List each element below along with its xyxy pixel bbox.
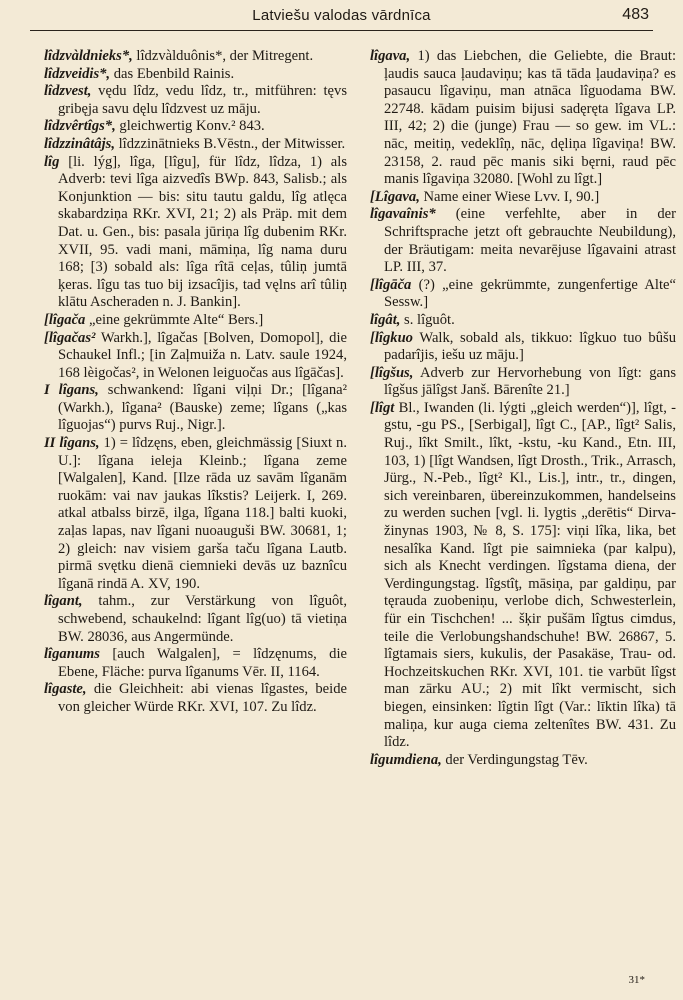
dictionary-entry: [44, 382, 347, 435]
entry-headword: [lîgšus,: [370, 364, 414, 381]
dictionary-entry: [44, 646, 347, 681]
entry-definition: lîdzvàlduônis*, der Mitregent.: [132, 48, 314, 64]
dictionary-entry: [370, 189, 676, 207]
dictionary-entry: [370, 400, 676, 752]
entry-headword: [lîgt: [370, 399, 395, 416]
dictionary-entry: [44, 435, 347, 593]
entry-definition: Walk, sobald als, tikkuo: lîgkuo tuo bûšu padarîjis, iešu uz māju.]: [384, 329, 676, 364]
dictionary-entry: [44, 136, 347, 154]
running-title: Latviešu valodas vārdnīca: [252, 7, 431, 24]
dictionary-entry: [44, 593, 347, 646]
entry-definition: „eine gekrümmte Alte“ Bers.]: [85, 311, 264, 328]
entry-definition: schwankend: lîgani viļņi Dr.; [lîgana² (Warkh.), lîgana² (Bauske) zeme; lîgans („kas lîguojas“) purvs Ruj., Nigr.].: [58, 382, 347, 434]
dictionary-entry: [44, 48, 347, 66]
entry-headword: lîdzvêrtîgs*,: [44, 118, 116, 135]
entry-headword: lîgât,: [370, 311, 401, 328]
dictionary-entry: [370, 752, 676, 770]
dictionary-entry: [370, 312, 676, 330]
entry-headword: lîdzzinâtâjs,: [44, 135, 115, 152]
dictionary-entry: [370, 330, 676, 365]
dictionary-entry: [370, 48, 676, 189]
dictionary-entry: [44, 83, 347, 118]
entry-definition: vędu lîdz, vedu lîdz, tr., mitführen: tęvs gribęja savu dęlu lîdzvest uz māju.: [58, 83, 347, 117]
dictionary-entry: [370, 365, 676, 400]
entry-definition: 1) das Liebchen, die Geliebte, die Braut: ļaudis sauca ļaudaviņu; kas tā tāda ļaudaviņa? es pasaucu lîgaviņu, man atnāca lîguodama BW. 22748. kādam puisim bijusi sadęręta lîgava LP. III, 42; 2) die (junge) Frau — so gew. im VL.: nāc, meitiņ, vedeklîņ, nāc, dęliņa lîgaviņa! BW. 23158, 2. raud pēc manis siki bęrni, raud pēc manis lîgaviņa 32080. [Wohl zu lîgt.]: [384, 48, 676, 188]
entry-definition: Adverb zur Hervorhebung von lîgt: gans lîgšus jālîgst Janš. Bārenîte 21.]: [384, 364, 676, 399]
dictionary-entry: [44, 154, 347, 312]
entry-definition: die Gleichheit: abi vienas lîgastes, beide von gleicher Würde RKr. XVI, 107. Zu lîdz.: [58, 681, 347, 715]
dictionary-entry: [44, 118, 347, 136]
entry-headword: lîgumdiena,: [370, 751, 442, 768]
entry-definition: Bl., Iwanden (li. lýgti „gleich werden“)], lîgt, -gstu, -gu PS., [Serbigal], lîgt C., [AP., lîgt² Salis, Ruj., lîkt Smilt., lîkt, -kstu, -ku Kand., Etn. III, 103, 1) [lîgt Wandsen, lîgt Drosth., Trik., Arrasch, Jürg., N.-Peb., lîgt² Kl., Lis.], intr., tr., dingen, sich vereinbaren, übereinzukommen, handelseins zu werden suchen [vgl. li. lygtis „derētis“ Dirva-žinynas 1903, № 8, S. 175]: viņi lîka, lika, bet nesalîka Kand. lîgt pie saimnieka (par kalpu), sich als Knecht verdingen. lîgstama diena, der Verdingungstag. lîgstîţ, māsiņa, par galdiņu, par tęrauda zuobeniņu, verlobe dich, Schwesterlein, für ein Tischchen! ... šķir pušām lîgtus cimdus, teile die Verlobungshandschuhe! BW. 26867, 5. lîgtamais siers, kukulis, der Pasakäse, Trau- od. Hochzeitskuchen RKr. XVI, 101. tie varbūt lîgst man zārku AU.; 2) mit lîkt vermischt, sich biegen, einsinken: lîgtin lîgt (Var.: līktin lîka) tā maliņa, kur auga ciema zeltenîtes BW. 431. Zu lîdz.: [384, 399, 676, 751]
dictionary-entry: [44, 681, 347, 716]
entry-definition: 1) = lîdzęns, eben, gleichmässig [Siuxt n. U.]: lîgana ieleja Kleinb.; lîgana zeme [Walgalen], Kand. [Ilze rāda uz savām lîganām ruokām: vai nav jaukas lîkstis? Leijerk. I, 269. atkal atbalss birzē, ilga, lîgana 118.] balti kuoki, zaļas lapas, nav lîgani nuoauguši BW. 30681, 1; 2) gleich: nav visiem garša taču lîgana Lautb. pirmā svętku dienā ciemnieki devās uz baznîcu lîganā rindā A. XV, 190.: [58, 435, 348, 592]
entry-definition: Warkh.], lîgačas [Bolven, Domopol], die Schaukel Infl.; [in Zaļmuiža n. Latv. saule 1924, 168 lèigočas², in Welonen leiguočas aus lîgāčas].: [58, 329, 347, 381]
entry-headword: II lîgans,: [44, 435, 100, 452]
entry-headword: [lîgkuo: [370, 329, 413, 346]
entry-headword: lîgant,: [44, 593, 83, 610]
entry-headword: [Lîgava,: [370, 188, 420, 205]
right-column: [370, 48, 676, 769]
dictionary-entry: [44, 66, 347, 84]
entry-definition: (eine verfehlte, aber in der Schriftsprache jetzt oft gebrauchte Neubildung), der Bräutigam: meita nevarējuse lîgavaini atrast LP. III, 37.: [384, 206, 676, 276]
entry-headword: lîdzveidis*,: [44, 65, 111, 82]
entry-headword: lîdzvest,: [44, 83, 92, 100]
entry-headword: [lîgačas²: [44, 329, 96, 346]
entry-headword: [lîgāča: [370, 276, 412, 293]
dictionary-entry: [44, 312, 347, 330]
entry-definition: (?) „eine gekrümmte, zungenfertige Alte“ Sessw.]: [384, 276, 676, 311]
entry-headword: lîdzvàldnieks*,: [44, 48, 133, 64]
entry-headword: lîg: [44, 153, 60, 170]
page-number: 483: [622, 6, 649, 23]
page-header: [30, 6, 653, 31]
dictionary-entry: [44, 330, 347, 383]
entry-headword: lîgavaînis*: [370, 206, 436, 223]
entry-definition: [li. lýg], lîga, [lîgu], für lîdz, lîdza, 1) als Adverb: tevi lîga aizvedîs BWp. 843, Salisb.; als Konjunktion — bis: situ tautu galdu, lîg atlęca skabardziņa RKr. XVI, 21; 2) als Präp. mit dem Dat. u. Gen., bis: pasala jūriņa lîg dubenim RKr. XVII, 95. vadi mani, māmiņa, lîg nama duru 168; [3) sobald als: lîga rîtā ceļas, tûliņ jumtā ķeras. lîgu tas tuo bij izsacîjis, tad vęlns arî tûliņ klātu Ascheraden n. J. Bankin].: [58, 153, 347, 311]
dictionary-entry: [370, 277, 676, 312]
entry-definition: [auch Walgalen], = lîdzęnums, die Ebene, Fläche: purva lîganums Vēr. II, 1164.: [58, 646, 347, 680]
left-column: [44, 48, 347, 717]
entry-definition: s. lîguôt.: [400, 311, 455, 328]
entry-headword: lîgaste,: [44, 681, 87, 698]
entry-headword: lîgava,: [370, 48, 411, 64]
signature-mark: 31*: [628, 974, 645, 986]
entry-definition: das Ebenbild Rainis.: [110, 65, 235, 82]
entry-definition: tahm., zur Verstärkung von lîguôt, schwebend, schaukelnd: lîgant lîg(uo) tā vietiņa BW. 28036, aus Angermünde.: [58, 593, 347, 645]
entry-definition: lîdzzinātnieks B.Vēstn., der Mitwisser.: [114, 135, 346, 152]
entry-definition: Name einer Wiese Lvv. I, 90.]: [419, 188, 600, 205]
dictionary-entry: [370, 206, 676, 276]
entry-headword: [lîgača: [44, 311, 86, 328]
entry-definition: der Verdingungstag Tēv.: [441, 751, 588, 768]
entry-headword: I lîgans,: [44, 382, 99, 399]
entry-headword: lîganums: [44, 646, 100, 663]
entry-definition: gleichwertig Konv.² 843.: [115, 118, 265, 135]
